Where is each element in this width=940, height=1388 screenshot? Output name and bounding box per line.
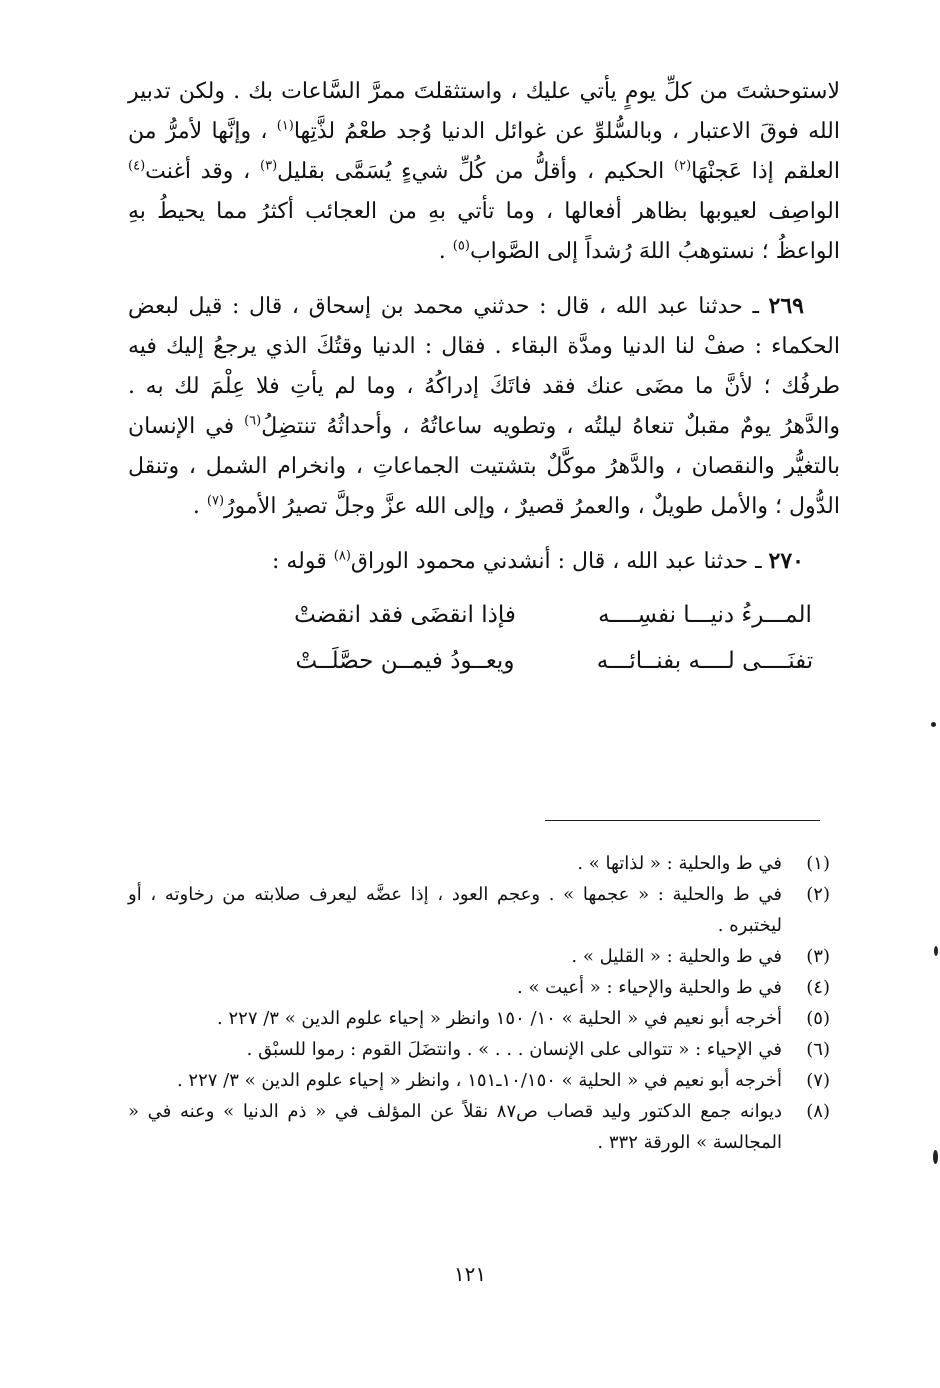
paragraph-270 (128, 541, 840, 582)
footnote-ref[interactable]: (٣) (260, 158, 278, 174)
footnote-ref[interactable]: (٨) (333, 548, 351, 564)
footnote-ref[interactable]: (١) (276, 118, 294, 134)
hemistich-second: فإذا انقضَى فقد انقضتْ (294, 602, 516, 628)
text-run: قوله : (271, 549, 334, 574)
footnote-number: (٨) (806, 1101, 830, 1122)
footnote-text: ديوانه جمع الدكتور وليد قصاب ص٨٧ نقلاً عن المؤلف في « ذم الدنيا » وعنه في « المجالسة » الورقة ٣٣٢ . (128, 1101, 782, 1153)
scan-speck (934, 946, 938, 956)
scan-speck (933, 1150, 938, 1164)
footnote-text: أخرجه أبو نعيم في « الحلية » ١٠/١٥٠ـ١٥١ ، وانظر « إحياء علوم الدين » ٣/ ٢٢٧ . (176, 1070, 782, 1091)
hemistich-first: المـــرءُ دنيـــا نفسِــــه (598, 602, 812, 628)
footnotes (128, 848, 840, 1158)
footnote-ref[interactable]: (٦) (244, 413, 262, 429)
text-run: ـ حدثنا عبد الله ، قال : أنشدني محمود الوراق (350, 549, 769, 574)
poem (128, 592, 840, 684)
footnote-number: (٥) (806, 1008, 830, 1029)
footnote-ref[interactable]: (٢) (674, 158, 692, 174)
text-run: الواصِف لعيوبها بظاهر أفعالها ، وما تأتي بهِ من العجائب أكثرُ مما يحيطُ بهِ الواعظُ ؛ نستوهبُ اللهَ رُشداً إلى الصَّواب (128, 199, 840, 264)
paragraph-continuation (128, 72, 840, 272)
text-run: . (192, 494, 207, 519)
text-run: في الإنسان بالتغيُّر والنقصان ، والدَّهرُ موكَّلٌ بتشتيت الجماعاتِ ، وانخرام الشمل ، وتنقل الدُّول ؛ والأمل طويلٌ ، والعمرُ قصيرٌ ، وإلى الله عزَّ وجلَّ تصيرُ الأمورُ (128, 414, 840, 519)
footnote-item (128, 941, 840, 972)
footnote-item (128, 1003, 840, 1034)
text-run: ـ حدثنا عبد الله ، قال : حدثني محمد بن إسحاق ، قال : قيل لبعض الحكماء : صفْ لنا الدنيا ومدَّة البقاء . فقال : الدنيا وقتُكَ الذي يرجعُ إليك فيه طرفُك ؛ لأنَّ ما مضَى عنك فقد فاتَكَ إدراكُهُ ، وما لم يأتِ فلا عِلْمَ لك به . والدَّهرُ يومٌ مقبلٌ تنعاهُ ليلتُه ، وتطويه ساعاتُهُ ، وأحداثُهُ تنتضِلُ (128, 294, 840, 439)
footnote-divider (545, 820, 820, 821)
scan-speck (931, 722, 936, 727)
hemistich-second: ويعــودُ فيمــن حصَّلَــتْ (295, 648, 515, 674)
hemistich-first: تفنَــــى لــــه بفنــائـــه (596, 648, 814, 674)
entry-number: ٢٧٠ (768, 548, 804, 574)
text-run: ، وإنَّها لأمرُّ من العلقم إذا عَجنْهَا (128, 119, 840, 184)
footnote-number: (٧) (806, 1070, 830, 1091)
poem-verse (128, 638, 840, 684)
main-text (128, 72, 840, 684)
footnote-ref[interactable]: (٥) (452, 238, 470, 254)
footnote-item (128, 972, 840, 1003)
footnote-number: (٢) (806, 884, 830, 905)
footnote-item (128, 879, 840, 941)
footnote-text: في ط والحلية والإحياء : « أعيت » . (517, 977, 782, 998)
text-run: . (438, 239, 453, 264)
footnote-ref[interactable]: (٧) (206, 493, 225, 509)
footnote-text: في ط والحلية : « لذاتها » . (577, 853, 782, 874)
footnote-number: (٣) (806, 946, 830, 967)
entry-number: ٢٦٩ (768, 293, 804, 319)
paragraph-269 (128, 286, 840, 527)
footnote-number: (٤) (806, 977, 830, 998)
footnote-ref[interactable]: (٤) (128, 158, 146, 174)
footnote-number: (٦) (806, 1039, 830, 1060)
footnote-number: (١) (806, 853, 830, 874)
footnote-item (128, 1096, 840, 1158)
text-run: ، وقد أغنت (145, 159, 261, 184)
footnote-item (128, 1034, 840, 1065)
footnote-text: في الإحياء : « تتوالى على الإنسان . . . » . وانتضَلَ القوم : رموا للسبْق . (246, 1039, 782, 1060)
footnote-item (128, 1065, 840, 1096)
poem-verse (128, 592, 840, 638)
page-number: ١٢١ (453, 1262, 487, 1286)
footnote-item (128, 848, 840, 879)
footnote-text: في ط والحلية : « القليل » . (571, 946, 782, 967)
text-run: لاستوحشتَ من كلِّ يومٍ يأتي عليك ، واستثقلتَ ممرَّ السَّاعات بك . ولكن تدبير الله فوقَ الاعتبار ، وبالسُّلوِّ عن غوائل الدنيا وُجد طعْمُ لذَّتِها (128, 79, 841, 144)
footnote-text: في ط والحلية : « عجمها » . وعجم العود ، إذا عضَّه ليعرف صلابته من رخاوته ، أو ليختبره . (128, 884, 782, 936)
text-run: الحكيم ، وأقلُّ من كُلِّ شيءٍ يُسَمَّى بقليل (277, 159, 675, 184)
footnote-text: أخرجه أبو نعيم في « الحلية » ١٠/ ١٥٠ وانظر « إحياء علوم الدين » ٣/ ٢٢٧ . (217, 1008, 782, 1029)
